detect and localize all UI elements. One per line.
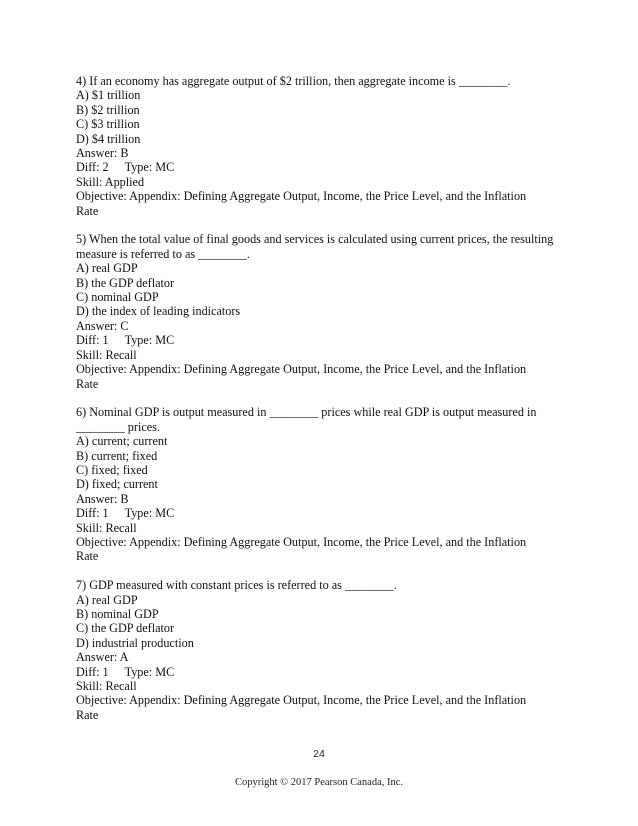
question-stem: 4) If an economy has aggregate output of $2 trillion, then aggregate income is ________.	[76, 74, 511, 88]
option-a: A) $1 trillion	[76, 88, 141, 103]
page-number: 24	[313, 748, 325, 760]
question-6	[76, 405, 556, 563]
objective-line: Objective: Appendix: Defining Aggregate Output, Income, the Price Level, and the Inflation	[76, 534, 527, 549]
objective-line-continued: Rate	[76, 707, 99, 722]
option-c: C) $3 trillion	[76, 117, 140, 132]
option-b: B) the GDP deflator	[76, 275, 175, 290]
option-d: D) $4 trillion	[76, 131, 141, 146]
question-5	[76, 232, 556, 390]
difficulty: Diff: 2	[76, 160, 109, 175]
question-type: Type: MC	[124, 333, 175, 348]
option-d: D) fixed; current	[76, 477, 158, 492]
difficulty: Diff: 1	[76, 664, 109, 679]
objective-line-continued: Rate	[76, 549, 99, 564]
diff-type-line	[76, 333, 556, 347]
skill-line: Skill: Applied	[76, 174, 145, 189]
objective-line: Objective: Appendix: Defining Aggregate Output, Income, the Price Level, and the Inflation	[76, 693, 527, 708]
objective-line: Objective: Appendix: Defining Aggregate Output, Income, the Price Level, and the Inflation	[76, 362, 527, 377]
option-d: D) the index of leading indicators	[76, 304, 241, 319]
question-stem: 7) GDP measured with constant prices is referred to as ________.	[76, 578, 397, 593]
objective-line-continued: Rate	[76, 203, 99, 218]
option-a: A) real GDP	[76, 261, 138, 276]
option-c: C) nominal GDP	[76, 290, 159, 305]
question-type: Type: MC	[124, 506, 175, 521]
question-stem: 5) When the total value of final goods and services is calculated using current prices, the resulting measure is referred to as ________.	[76, 232, 554, 261]
skill-line: Skill: Recall	[76, 347, 137, 362]
option-b: B) current; fixed	[76, 448, 158, 463]
copyright-notice: Copyright © 2017 Pearson Canada, Inc.	[234, 777, 404, 788]
objective-line-continued: Rate	[76, 376, 99, 391]
objective-line: Objective: Appendix: Defining Aggregate Output, Income, the Price Level, and the Inflation	[76, 189, 527, 204]
option-a: A) real GDP	[76, 592, 138, 607]
question-stem: 6) Nominal GDP is output measured in ________ prices while real GDP is output measured in ________ prices.	[76, 405, 537, 434]
question-7	[76, 578, 556, 722]
answer-line: Answer: A	[76, 650, 129, 665]
diff-type-line	[76, 665, 556, 679]
question-type: Type: MC	[124, 160, 175, 175]
option-b: B) nominal GDP	[76, 606, 159, 621]
difficulty: Diff: 1	[76, 333, 109, 348]
skill-line: Skill: Recall	[76, 520, 137, 535]
diff-type-line	[76, 160, 556, 174]
option-b: B) $2 trillion	[76, 102, 140, 117]
answer-line: Answer: B	[76, 491, 129, 506]
skill-line: Skill: Recall	[76, 679, 137, 694]
answer-line: Answer: B	[76, 146, 129, 161]
option-a: A) current; current	[76, 434, 168, 449]
question-4	[76, 74, 556, 218]
answer-line: Answer: C	[76, 318, 129, 333]
option-c: C) fixed; fixed	[76, 462, 148, 477]
diff-type-line	[76, 506, 556, 520]
question-type: Type: MC	[124, 664, 175, 679]
option-c: C) the GDP deflator	[76, 621, 175, 636]
option-d: D) industrial production	[76, 635, 194, 650]
difficulty: Diff: 1	[76, 506, 109, 521]
question-list	[76, 74, 556, 722]
